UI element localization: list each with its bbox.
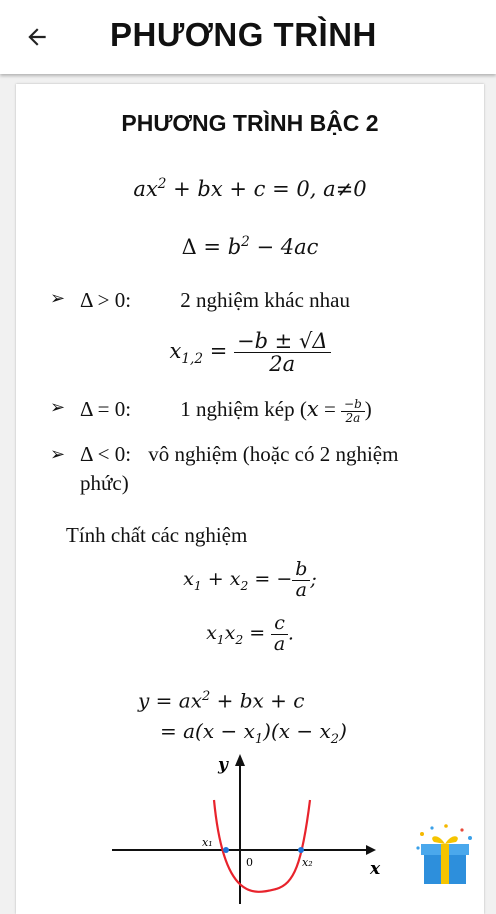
bullet-condition: Δ = 0: [80, 397, 132, 421]
app-bar [0, 0, 496, 74]
arrowhead-bullet-icon: ➢ [50, 444, 66, 464]
arrowhead-bullet-icon: ➢ [50, 288, 66, 308]
root1-label: x₁ [202, 836, 213, 849]
bullet-delta-negative: ➢ Δ < 0: vô nghiệm (hoặc có 2 nghiệm phức) [50, 442, 399, 495]
bullet-text: 2 nghiệm khác nhau [180, 288, 350, 312]
section-title: PHƯƠNG TRÌNH BẬC 2 [121, 110, 379, 136]
formula-roots: $x_{1,2}$ = $\frac{-b \pm √\Delta}{2a}$ [16, 330, 484, 375]
x-axis-label: x [370, 859, 381, 879]
arrow-left-icon [24, 24, 50, 50]
content-card [16, 84, 484, 914]
bullet-delta-zero [50, 397, 372, 424]
bullet-condition: Δ > 0: [80, 288, 132, 312]
y-axis-arrow-icon [235, 754, 245, 766]
bullet-text: 1 nghiệm kép (x = $\frac{-b}{2a}$ ) [180, 397, 372, 425]
parabola-graph [106, 744, 406, 904]
root2-label: x₂ [302, 856, 313, 869]
formula-delta: $\Delta = b^2 - 4ac$ [181, 234, 319, 259]
origin-label: 0 [246, 856, 253, 869]
bullet-delta-positive [50, 288, 350, 313]
parabola-curve [214, 800, 310, 892]
gift-button[interactable] [412, 822, 478, 888]
page-title: PHƯƠNG TRÌNH [110, 16, 377, 53]
factor-form: $y = ax^2$ + bx + c = $a(x - x_1)(x - x_2)$ [138, 688, 347, 747]
bullet-condition: Δ < 0: [80, 442, 132, 466]
formula-general: $ax^2$ + bx + c = 0, a≠0 [133, 176, 367, 201]
x-axis-arrow-icon [366, 845, 376, 855]
gift-box-icon [412, 822, 478, 888]
vieta-sum: $x_1 + x_2$ = − $\frac{b}{a}$ ; [183, 558, 317, 601]
properties-heading: Tính chất các nghiệm [66, 523, 248, 547]
arrowhead-bullet-icon: ➢ [50, 397, 66, 417]
root2-point [298, 847, 304, 853]
vieta-product: $x_1x_2$ = $\frac{c}{a}$ . [206, 612, 294, 655]
y-axis-label: y [218, 755, 228, 775]
back-button[interactable] [20, 20, 54, 54]
root1-point [223, 847, 229, 853]
